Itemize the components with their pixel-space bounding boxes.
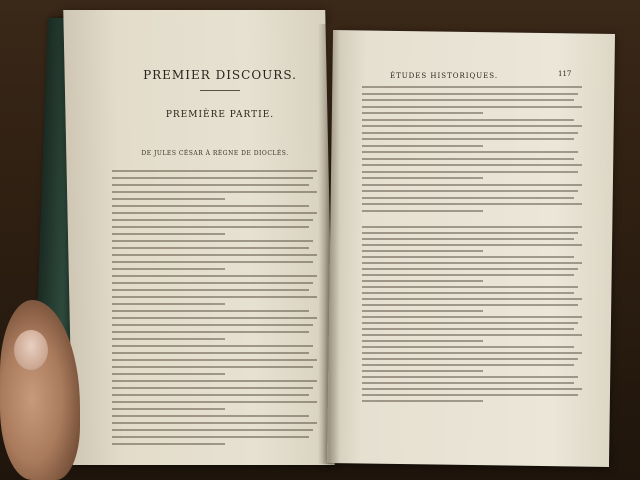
right-text-upper-line xyxy=(362,190,578,192)
right-text-upper-line xyxy=(362,132,578,134)
right-text-notes-line xyxy=(362,232,578,234)
right-text-notes-line xyxy=(362,376,578,378)
running-head: ÉTUDES HISTORIQUES. xyxy=(390,72,499,80)
right-text-upper-line xyxy=(362,177,483,179)
right-text-notes-line xyxy=(362,352,582,354)
left-text-line xyxy=(112,366,313,368)
left-text-line xyxy=(112,338,225,340)
right-text-upper-line xyxy=(362,158,574,160)
right-text-notes-line xyxy=(362,250,483,252)
left-text-line xyxy=(112,261,313,263)
left-text-line xyxy=(112,240,313,242)
left-text-line xyxy=(112,373,225,375)
left-text-line xyxy=(112,275,317,277)
right-text-notes-line xyxy=(362,370,483,372)
left-text-line xyxy=(112,198,225,200)
right-text-notes-line xyxy=(362,400,483,402)
right-text-notes-line xyxy=(362,262,582,264)
left-text-line xyxy=(112,254,317,256)
left-text-line xyxy=(112,408,225,410)
right-text-upper-line xyxy=(362,210,483,212)
left-text-line xyxy=(112,345,313,347)
left-text-line xyxy=(112,324,313,326)
left-text-line xyxy=(112,317,317,319)
right-text-upper-line xyxy=(362,138,574,140)
left-text-line xyxy=(112,401,317,403)
right-text-notes-line xyxy=(362,322,578,324)
left-text-line xyxy=(112,191,317,193)
right-text-notes-line xyxy=(362,394,578,396)
left-text-line xyxy=(112,268,225,270)
left-text-line xyxy=(112,429,313,431)
right-text-notes-line xyxy=(362,280,483,282)
left-text-line xyxy=(112,415,309,417)
right-text-notes-line xyxy=(362,286,578,288)
right-text-notes-line xyxy=(362,310,483,312)
right-text-upper-line xyxy=(362,86,582,88)
right-text-notes-line xyxy=(362,328,574,330)
left-text-line xyxy=(112,443,225,445)
right-text-notes-line xyxy=(362,298,582,300)
title-rule xyxy=(200,90,240,91)
right-text-upper-line xyxy=(362,112,483,114)
right-text-upper-line xyxy=(362,99,574,101)
left-text-line xyxy=(112,359,317,361)
left-text-line xyxy=(112,233,225,235)
left-text-line xyxy=(112,394,309,396)
right-text-upper-line xyxy=(362,125,582,127)
page-gutter xyxy=(318,24,340,464)
right-text-notes-line xyxy=(362,292,574,294)
right-text-upper-line xyxy=(362,171,578,173)
right-text-notes-line xyxy=(362,238,574,240)
right-text-notes-line xyxy=(362,268,578,270)
right-text-notes-line xyxy=(362,274,574,276)
right-text-notes-line xyxy=(362,316,582,318)
right-text-upper-line xyxy=(362,203,582,205)
right-text-notes-line xyxy=(362,304,578,306)
left-text-line xyxy=(112,184,309,186)
right-text-upper-line xyxy=(362,184,582,186)
left-text-line xyxy=(112,219,313,221)
left-text-line xyxy=(112,226,309,228)
left-text-line xyxy=(112,436,309,438)
right-text-upper-line xyxy=(362,145,483,147)
right-text-notes-line xyxy=(362,226,582,228)
right-text-upper-line xyxy=(362,119,574,121)
left-text-line xyxy=(112,282,313,284)
left-text-line xyxy=(112,422,317,424)
left-text-line xyxy=(112,177,313,179)
right-text-notes-line xyxy=(362,244,582,246)
thumbnail-nail xyxy=(14,330,48,370)
right-text-notes-line xyxy=(362,364,574,366)
left-text-line xyxy=(112,212,317,214)
right-text-notes-line xyxy=(362,358,578,360)
left-text-line xyxy=(112,296,317,298)
right-text-notes-line xyxy=(362,256,574,258)
left-text-line xyxy=(112,352,309,354)
right-text-upper-line xyxy=(362,197,574,199)
left-text-line xyxy=(112,170,317,172)
left-text-line xyxy=(112,387,313,389)
left-text-line xyxy=(112,289,309,291)
right-text-notes-line xyxy=(362,382,574,384)
left-text-line xyxy=(112,310,309,312)
left-text-line xyxy=(112,331,309,333)
page-number: 117 xyxy=(558,70,572,78)
left-text-line xyxy=(112,380,317,382)
part-title: PREMIÈRE PARTIE. xyxy=(165,110,275,120)
right-text-notes-line xyxy=(362,388,582,390)
left-text-line xyxy=(112,247,309,249)
right-text-upper-line xyxy=(362,151,578,153)
right-text-notes-line xyxy=(362,340,483,342)
left-text-line xyxy=(112,205,309,207)
chapter-title: PREMIER DISCOURS. xyxy=(143,68,297,82)
right-text-upper-line xyxy=(362,106,582,108)
right-text-notes-line xyxy=(362,334,582,336)
right-text-upper-line xyxy=(362,93,578,95)
left-text-line xyxy=(112,303,225,305)
right-text-notes-line xyxy=(362,346,574,348)
right-text-upper-line xyxy=(362,164,582,166)
section-heading: DE JULES CÉSAR À RÈGNE DE DIOCLÉS. xyxy=(141,150,289,157)
